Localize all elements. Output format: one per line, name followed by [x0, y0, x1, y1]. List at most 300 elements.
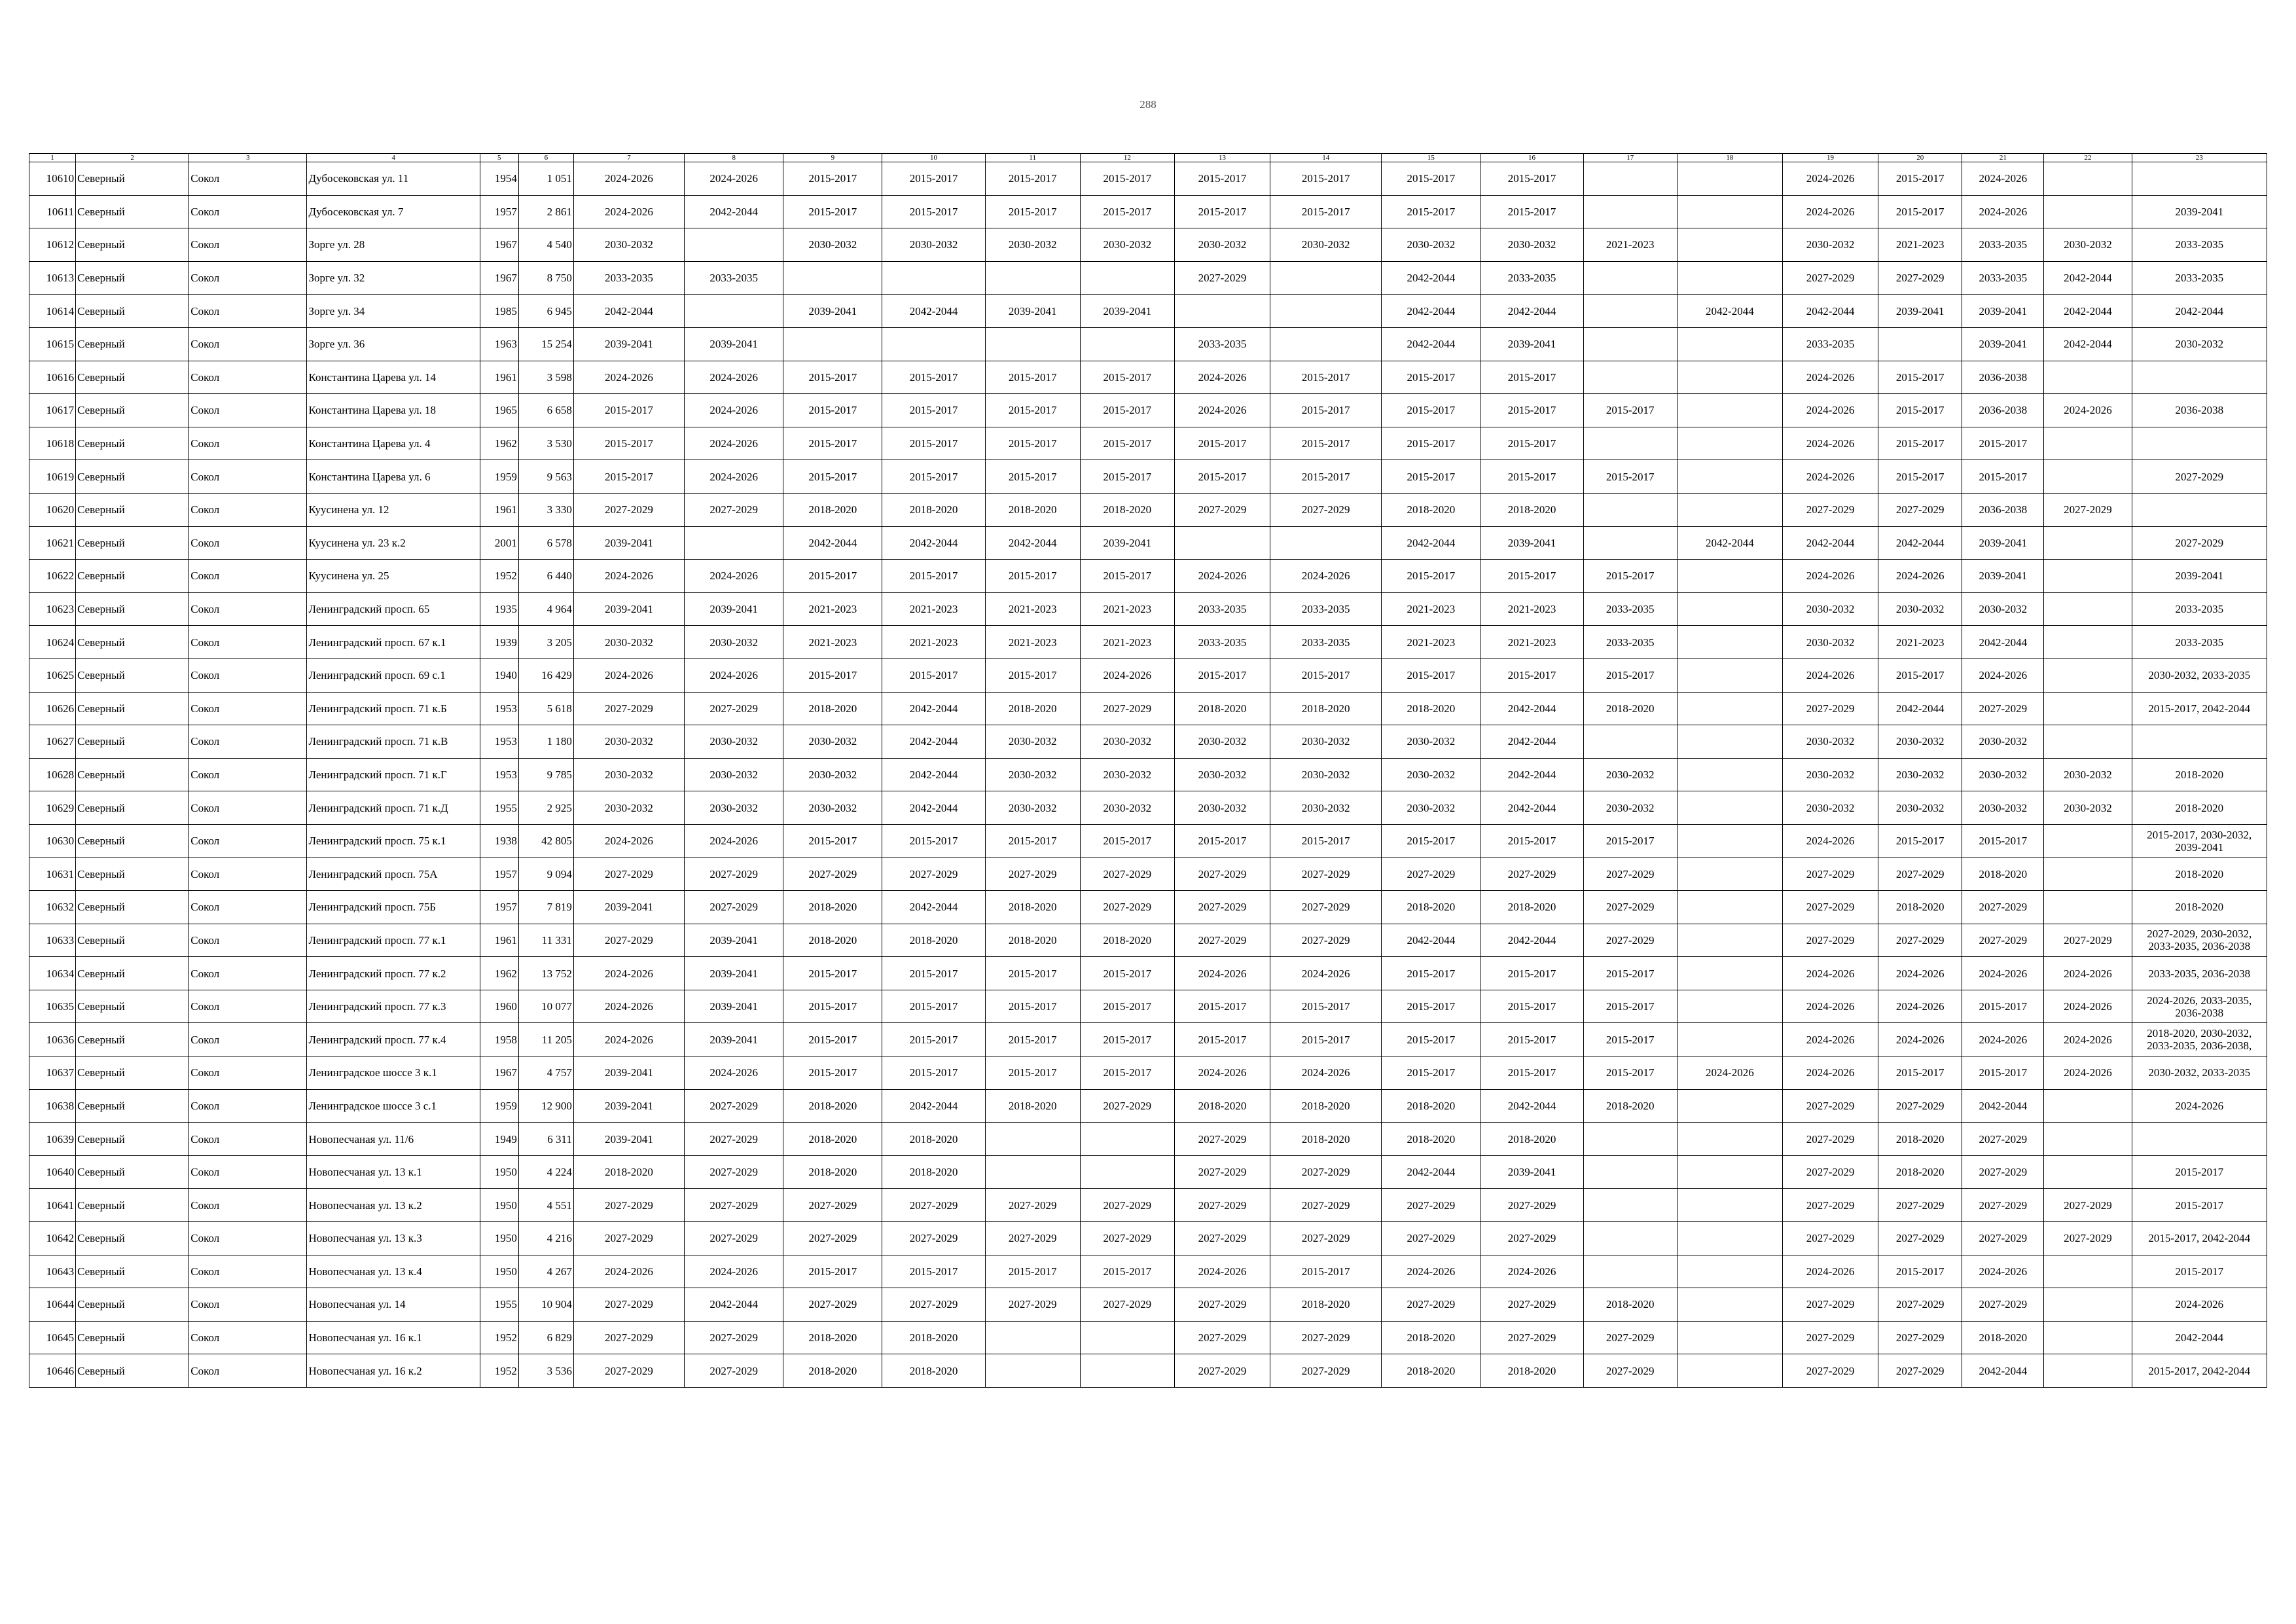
table-cell: Северный [76, 824, 189, 857]
table-cell: 2015-2017 [1480, 162, 1583, 196]
table-cell: 2042-2044 [783, 526, 882, 560]
table-cell: 1950 [480, 1222, 518, 1255]
table-cell: Ленинградский просп. 77 к.4 [307, 1023, 480, 1056]
table-cell: 2015-2017 [1583, 394, 1677, 427]
table-cell: 2015-2017 [1878, 427, 1962, 460]
column-number-cell: 4 [307, 154, 480, 162]
table-cell [1677, 1189, 1782, 1222]
table-cell: 2042-2044 [2044, 327, 2132, 361]
table-cell: 2030-2032 [1480, 228, 1583, 262]
table-cell: 2027-2029 [685, 1089, 783, 1123]
table-cell: 2027-2029 [1080, 692, 1174, 725]
table-row [29, 824, 2267, 857]
table-cell: 1985 [480, 295, 518, 328]
table-cell [2044, 1089, 2132, 1123]
table-cell: 2015-2017 [1480, 361, 1583, 394]
table-cell: 1955 [480, 1288, 518, 1322]
table-cell: 1967 [480, 261, 518, 295]
table-cell: 2033-2035 [1270, 592, 1382, 626]
table-cell: 2027-2029 [1174, 1321, 1270, 1354]
table-cell: 2042-2044 [685, 195, 783, 228]
table-cell: 2015-2017 [882, 1056, 985, 1090]
table-cell: 42 805 [518, 824, 573, 857]
table-cell: 2027-2029 [1782, 1288, 1878, 1322]
table-cell [1677, 758, 1782, 791]
table-cell: Ленинградский просп. 75 к.1 [307, 824, 480, 857]
table-cell: 2021-2023 [1878, 228, 1962, 262]
table-cell: 10643 [29, 1255, 76, 1288]
table-cell: 2015-2017 [1480, 460, 1583, 494]
table-cell: 2018-2020 [1382, 493, 1480, 526]
table-cell: 2027-2029 [1878, 493, 1962, 526]
table-cell [1583, 1155, 1677, 1189]
table-cell: 2024-2026 [1962, 195, 2044, 228]
table-row [29, 626, 2267, 659]
table-cell: Северный [76, 162, 189, 196]
table-cell: Северный [76, 1354, 189, 1388]
table-row [29, 361, 2267, 394]
table-cell [2044, 1354, 2132, 1388]
table-cell: Северный [76, 1288, 189, 1322]
column-number-cell: 1 [29, 154, 76, 162]
table-cell: 2039-2041 [573, 526, 684, 560]
table-cell: 2042-2044 [1480, 791, 1583, 825]
table-cell: Сокол [189, 891, 307, 924]
table-cell: 2018-2020 [1480, 1354, 1583, 1388]
table-cell: 2027-2029 [1962, 1288, 2044, 1322]
table-cell: 2027-2029, 2030-2032, 2033-2035, 2036-2038 [2132, 924, 2267, 957]
table-cell: 2027-2029 [1962, 1189, 2044, 1222]
table-cell: 2015-2017 [1080, 560, 1174, 593]
table-cell [1677, 1123, 1782, 1156]
table-cell [1583, 162, 1677, 196]
table-row [29, 957, 2267, 990]
table-row [29, 228, 2267, 262]
table-cell: 2024-2026 [1878, 1023, 1962, 1056]
table-cell: 2018-2020 [1382, 1321, 1480, 1354]
table-cell [2044, 1288, 2132, 1322]
table-row [29, 1255, 2267, 1288]
table-cell: 2015-2017 [2132, 1155, 2267, 1189]
table-cell [1080, 1123, 1174, 1156]
table-cell: Сокол [189, 460, 307, 494]
table-cell: 2015-2017 [882, 460, 985, 494]
table-cell: 4 224 [518, 1155, 573, 1189]
table-cell: Северный [76, 327, 189, 361]
table-cell [1677, 891, 1782, 924]
column-number-cell: 3 [189, 154, 307, 162]
table-cell: Сокол [189, 526, 307, 560]
table-cell: 2027-2029 [1782, 261, 1878, 295]
table-cell: 1953 [480, 758, 518, 791]
table-cell: Сокол [189, 1189, 307, 1222]
table-cell [1677, 427, 1782, 460]
table-cell: Северный [76, 560, 189, 593]
table-cell: 2024-2026 [1962, 659, 2044, 692]
table-cell: 10634 [29, 957, 76, 990]
table-cell: 10646 [29, 1354, 76, 1388]
table-cell: Сокол [189, 162, 307, 196]
table-cell: 2027-2029 [1270, 891, 1382, 924]
table-cell: 2015-2017 [1080, 1255, 1174, 1288]
table-cell: 2039-2041 [1480, 327, 1583, 361]
table-cell: 2021-2023 [1382, 592, 1480, 626]
table-cell: 10642 [29, 1222, 76, 1255]
table-cell: 2018-2020 [985, 891, 1080, 924]
table-cell: Ленинградский просп. 75А [307, 857, 480, 891]
table-cell: Северный [76, 1155, 189, 1189]
table-cell: Северный [76, 394, 189, 427]
table-cell: 2042-2044 [882, 891, 985, 924]
table-cell: 2033-2035 [1174, 626, 1270, 659]
table-cell: Северный [76, 1189, 189, 1222]
table-cell [985, 1354, 1080, 1388]
table-cell: 2018-2020 [1962, 1321, 2044, 1354]
table-cell: 2027-2029 [1480, 1222, 1583, 1255]
table-cell: Северный [76, 659, 189, 692]
table-cell: 2018-2020 [1583, 1089, 1677, 1123]
table-cell: 2030-2032 [783, 725, 882, 759]
table-cell: 2018-2020 [1174, 692, 1270, 725]
table-cell: 1963 [480, 327, 518, 361]
table-cell: Северный [76, 791, 189, 825]
table-cell: 2024-2026 [1270, 957, 1382, 990]
table-cell: 2027-2029 [1878, 1089, 1962, 1123]
table-cell: 2027-2029 [783, 1288, 882, 1322]
table-cell: 2030-2032 [1270, 228, 1382, 262]
table-cell: 2027-2029 [985, 857, 1080, 891]
table-cell [1677, 361, 1782, 394]
table-cell: 2039-2041 [1480, 1155, 1583, 1189]
table-cell: 2039-2041 [1962, 327, 2044, 361]
table-cell: 2018-2020 [985, 692, 1080, 725]
table-cell [1677, 1089, 1782, 1123]
table-cell: 2039-2041 [573, 1056, 684, 1090]
table-cell: 2021-2023 [985, 626, 1080, 659]
table-cell: 2024-2026 [2044, 1056, 2132, 1090]
table-cell: 2039-2041 [573, 1123, 684, 1156]
table-cell [882, 261, 985, 295]
table-row [29, 758, 2267, 791]
table-cell: Зорге ул. 36 [307, 327, 480, 361]
table-cell: Зорге ул. 32 [307, 261, 480, 295]
table-cell: 2027-2029 [1878, 261, 1962, 295]
table-cell: 2027-2029 [1583, 857, 1677, 891]
table-cell: 2027-2029 [1382, 1222, 1480, 1255]
table-cell: 2024-2026 [1782, 560, 1878, 593]
table-cell: Сокол [189, 725, 307, 759]
table-cell: Северный [76, 626, 189, 659]
table-cell: 2015-2017 [1080, 195, 1174, 228]
table-cell: 1960 [480, 990, 518, 1023]
table-cell: 2033-2035 [2132, 592, 2267, 626]
table-cell: 2018-2020 [1382, 1089, 1480, 1123]
table-cell: 2027-2029 [783, 1222, 882, 1255]
table-cell: 2024-2026 [573, 824, 684, 857]
table-cell: 2015-2017 [1270, 394, 1382, 427]
table-cell [985, 1155, 1080, 1189]
table-cell: 6 945 [518, 295, 573, 328]
table-cell: 2027-2029 [1878, 1321, 1962, 1354]
table-cell: 2015-2017 [1270, 361, 1382, 394]
table-cell: 2027-2029 [1270, 493, 1382, 526]
table-cell: 2030-2032 [1270, 758, 1382, 791]
table-cell: 2027-2029 [1878, 1288, 1962, 1322]
table-cell: 2015-2017 [1878, 824, 1962, 857]
table-cell: 2018-2020 [1878, 1155, 1962, 1189]
table-cell [1583, 493, 1677, 526]
table-cell: 2015-2017 [783, 195, 882, 228]
table-cell: 10617 [29, 394, 76, 427]
table-cell: 2024-2026 [1174, 361, 1270, 394]
table-cell: 2015-2017 [1174, 460, 1270, 494]
table-cell: 2042-2044 [1382, 261, 1480, 295]
table-cell: 2015-2017 [2132, 1189, 2267, 1222]
table-cell: 2030-2032 [1174, 758, 1270, 791]
table-cell: 2027-2029 [573, 1354, 684, 1388]
table-cell: 2018-2020 [1382, 692, 1480, 725]
table-cell: 2042-2044 [882, 295, 985, 328]
table-cell: 2030-2032 [1583, 791, 1677, 825]
table-cell: 2015-2017 [1878, 162, 1962, 196]
table-cell: 2030-2032 [1878, 791, 1962, 825]
table-cell: 2033-2035 [1962, 228, 2044, 262]
table-cell: 2027-2029 [573, 857, 684, 891]
table-cell: 2027-2029 [1962, 891, 2044, 924]
table-cell: 2015-2017 [1174, 427, 1270, 460]
table-cell: 2015-2017 [783, 1023, 882, 1056]
table-cell: 2024-2026 [1782, 1056, 1878, 1090]
table-cell: Сокол [189, 957, 307, 990]
column-number-cell: 10 [882, 154, 985, 162]
table-cell: 2042-2044 [1382, 295, 1480, 328]
table-cell: 2030-2032 [1962, 758, 2044, 791]
table-cell: 2015-2017 [985, 460, 1080, 494]
table-cell: 10630 [29, 824, 76, 857]
column-number-cell: 14 [1270, 154, 1382, 162]
table-cell: 2027-2029 [685, 1222, 783, 1255]
table-cell: 2027-2029 [685, 493, 783, 526]
table-cell: 2042-2044 [1677, 526, 1782, 560]
table-cell: Новопесчаная ул. 14 [307, 1288, 480, 1322]
table-cell: 2042-2044 [1782, 295, 1878, 328]
table-cell: 2018-2020 [1382, 1123, 1480, 1156]
table-cell: 2015-2017 [783, 659, 882, 692]
table-cell: 1955 [480, 791, 518, 825]
column-number-cell: 8 [685, 154, 783, 162]
table-cell: 1952 [480, 1321, 518, 1354]
table-cell: 10622 [29, 560, 76, 593]
table-cell: 2030-2032 [1080, 725, 1174, 759]
table-cell: 2015-2017 [573, 427, 684, 460]
table-cell: Северный [76, 1222, 189, 1255]
table-cell: 2030-2032 [573, 758, 684, 791]
table-cell [2132, 725, 2267, 759]
table-cell: 2027-2029 [1782, 1222, 1878, 1255]
table-cell: 2027-2029 [1174, 493, 1270, 526]
table-cell: 2042-2044 [1382, 526, 1480, 560]
table-cell: 10645 [29, 1321, 76, 1354]
table-row [29, 560, 2267, 593]
table-cell: 2042-2044 [2044, 295, 2132, 328]
table-cell: 2027-2029 [1878, 1222, 1962, 1255]
table-cell: Зорге ул. 28 [307, 228, 480, 262]
table-cell: 2018-2020 [1080, 493, 1174, 526]
table-cell: 3 536 [518, 1354, 573, 1388]
table-cell: 2027-2029 [1270, 1155, 1382, 1189]
table-cell: 2021-2023 [882, 592, 985, 626]
table-cell: 2027-2029 [685, 891, 783, 924]
column-number-cell: 11 [985, 154, 1080, 162]
table-cell: Ленинградский просп. 71 к.Б [307, 692, 480, 725]
table-cell: 10636 [29, 1023, 76, 1056]
table-cell: 1967 [480, 1056, 518, 1090]
table-cell [1080, 1354, 1174, 1388]
table-cell: 2021-2023 [1080, 592, 1174, 626]
table-cell: 2018-2020 [882, 1155, 985, 1189]
table-cell: 2027-2029 [1174, 261, 1270, 295]
table-cell: 2024-2026 [1174, 1056, 1270, 1090]
table-cell: 2015-2017 [1080, 394, 1174, 427]
table-cell: 2027-2029 [1174, 1354, 1270, 1388]
table-cell: 2015-2017 [783, 361, 882, 394]
table-cell [783, 261, 882, 295]
table-cell: 15 254 [518, 327, 573, 361]
table-cell [1677, 659, 1782, 692]
table-cell: 2015-2017 [985, 1023, 1080, 1056]
table-cell: 2015-2017 [1878, 460, 1962, 494]
table-cell: 2027-2029 [783, 1189, 882, 1222]
table-cell: 2030-2032 [1878, 725, 1962, 759]
table-cell [985, 261, 1080, 295]
table-cell [2044, 361, 2132, 394]
table-cell: 2024-2026 [2132, 1288, 2267, 1322]
table-cell: 2015-2017 [1382, 361, 1480, 394]
table-cell: 2027-2029 [685, 1155, 783, 1189]
table-cell: Сокол [189, 1023, 307, 1056]
table-cell: 10640 [29, 1155, 76, 1189]
table-cell: Сокол [189, 1089, 307, 1123]
table-cell: 1961 [480, 924, 518, 957]
table-cell: 2015-2017 [985, 824, 1080, 857]
table-cell: 1950 [480, 1155, 518, 1189]
table-cell: 2015-2017 [1270, 659, 1382, 692]
table-cell: 2027-2029 [1174, 1155, 1270, 1189]
table-cell: 2027-2029 [1878, 1354, 1962, 1388]
table-cell [985, 1123, 1080, 1156]
table-cell: 2015-2017 [1583, 659, 1677, 692]
table-cell [1583, 1255, 1677, 1288]
column-number-cell: 2 [76, 154, 189, 162]
table-cell: 2015-2017 [1174, 1023, 1270, 1056]
table-cell: 2015-2017 [882, 394, 985, 427]
table-cell: 2027-2029 [573, 692, 684, 725]
table-cell: 2027-2029 [1080, 891, 1174, 924]
table-cell [1677, 1321, 1782, 1354]
table-cell [1080, 1155, 1174, 1189]
table-cell [1677, 228, 1782, 262]
table-cell: 2027-2029 [882, 1222, 985, 1255]
table-cell: 2015-2017 [1878, 195, 1962, 228]
table-cell: 2027-2029 [1270, 1354, 1382, 1388]
table-cell: 1938 [480, 824, 518, 857]
table-row [29, 295, 2267, 328]
table-cell: 2042-2044 [1782, 526, 1878, 560]
table-row [29, 460, 2267, 494]
table-cell: 2033-2035 [1583, 626, 1677, 659]
table-cell: 2027-2029 [1782, 891, 1878, 924]
table-cell: 2018-2020 [783, 924, 882, 957]
table-cell: Ленинградский просп. 71 к.В [307, 725, 480, 759]
table-cell [2044, 725, 2132, 759]
table-cell: 2024-2026 [685, 824, 783, 857]
table-cell: 2030-2032 [1962, 592, 2044, 626]
table-cell: 2024-2026 [1080, 659, 1174, 692]
table-cell: Сокол [189, 857, 307, 891]
table-cell: Ленинградское шоссе 3 к.1 [307, 1056, 480, 1090]
table-cell: 2018-2020 [783, 1321, 882, 1354]
column-number-cell: 12 [1080, 154, 1174, 162]
table-cell: 2021-2023 [882, 626, 985, 659]
table-cell [1583, 725, 1677, 759]
table-cell: 2018-2020 [783, 891, 882, 924]
table-cell: 2033-2035 [573, 261, 684, 295]
table-cell: Ленинградский просп. 77 к.2 [307, 957, 480, 990]
table-cell: Северный [76, 295, 189, 328]
table-cell: 2024-2026 [1270, 1056, 1382, 1090]
table-cell: Северный [76, 526, 189, 560]
table-cell: 2024-2026 [1782, 957, 1878, 990]
table-cell: 2042-2044 [985, 526, 1080, 560]
table-cell: Сокол [189, 1123, 307, 1156]
table-cell: 2042-2044 [882, 758, 985, 791]
table-cell: Ленинградский просп. 77 к.1 [307, 924, 480, 957]
table-cell: 2015-2017 [1962, 460, 2044, 494]
table-cell: 2027-2029 [882, 857, 985, 891]
table-cell [2044, 1155, 2132, 1189]
table-cell: 2018-2020 [1480, 891, 1583, 924]
table-row [29, 725, 2267, 759]
table-cell: 2015-2017 [985, 1255, 1080, 1288]
table-cell: 10621 [29, 526, 76, 560]
table-cell: 2018-2020 [1382, 1354, 1480, 1388]
table-cell: 2015-2017 [1480, 1056, 1583, 1090]
table-cell: Сокол [189, 692, 307, 725]
table-cell: 2030-2032 [1878, 758, 1962, 791]
table-cell: 2030-2032 [685, 791, 783, 825]
table-cell: 2018-2020 [1480, 1123, 1583, 1156]
table-cell: 11 205 [518, 1023, 573, 1056]
table-cell: Сокол [189, 394, 307, 427]
table-cell: 2027-2029 [1962, 924, 2044, 957]
table-cell: 2039-2041 [1878, 295, 1962, 328]
table-cell [1677, 195, 1782, 228]
table-cell: Константина Царева ул. 14 [307, 361, 480, 394]
table-cell: Северный [76, 1255, 189, 1288]
table-cell: 2024-2026 [685, 162, 783, 196]
table-cell: 2030-2032 [985, 725, 1080, 759]
table-cell: 4 540 [518, 228, 573, 262]
table-cell: 2015-2017 [1480, 427, 1583, 460]
table-cell [2044, 857, 2132, 891]
table-cell: 2027-2029 [1174, 1222, 1270, 1255]
table-cell: 2042-2044 [882, 1089, 985, 1123]
table-cell: 2015-2017 [882, 560, 985, 593]
table-cell: 2027-2029 [1270, 1222, 1382, 1255]
table-cell [2044, 460, 2132, 494]
table-cell: 2015-2017 [1583, 560, 1677, 593]
table-cell: 2015-2017 [1962, 1056, 2044, 1090]
